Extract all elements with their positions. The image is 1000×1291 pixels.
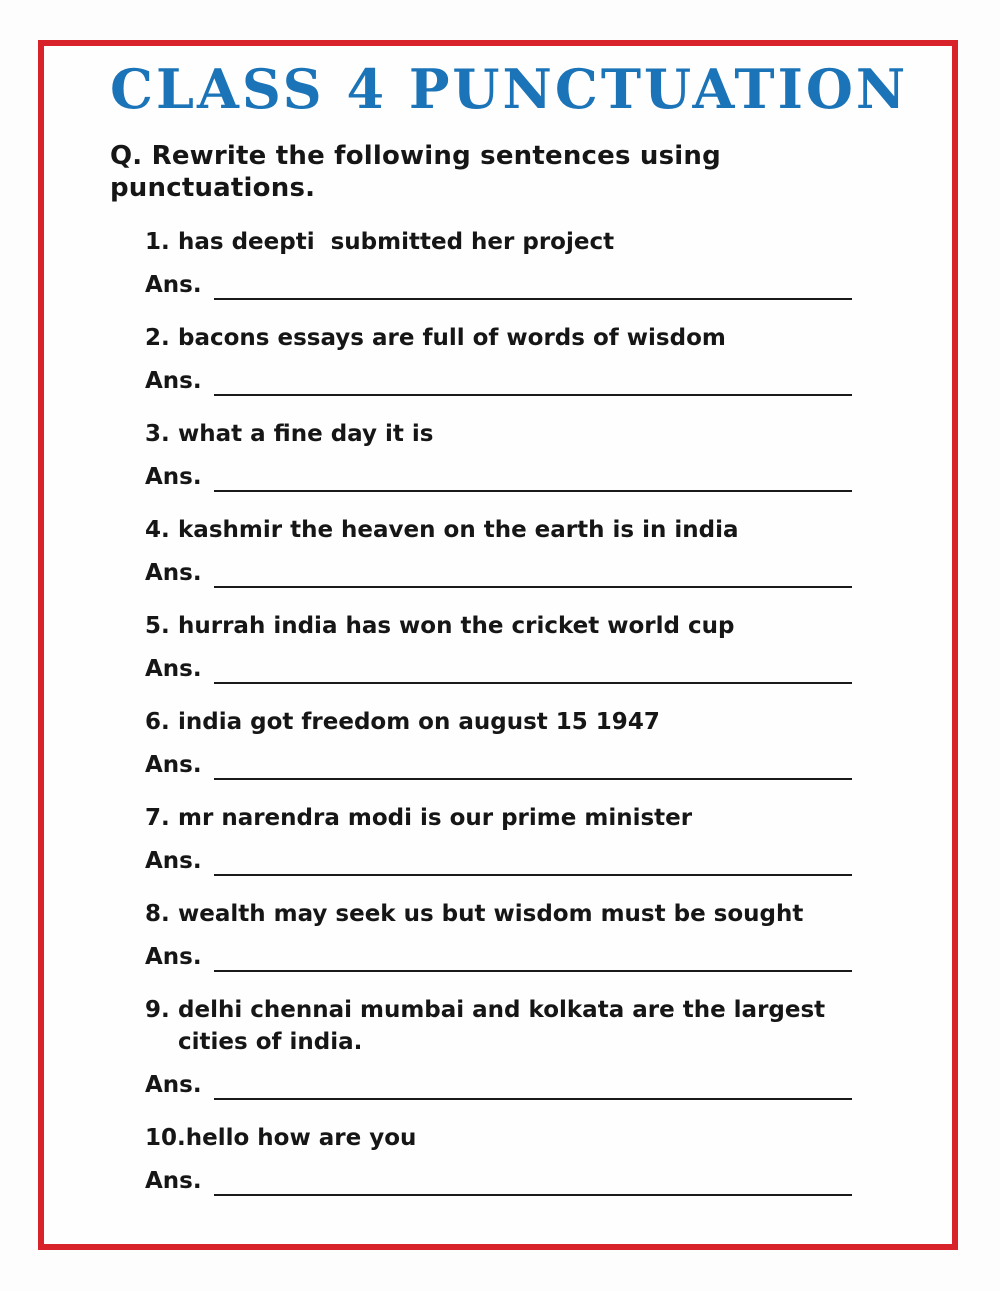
answer-row xyxy=(145,270,852,300)
worksheet-title: CLASS 4 PUNCTUATION xyxy=(110,57,909,121)
question-item xyxy=(145,706,852,780)
question-text: kashmir the heaven on the earth is in india xyxy=(178,517,739,543)
question-text: mr narendra modi is our prime minister xyxy=(178,805,693,831)
question-list xyxy=(145,226,852,1196)
question-sentence xyxy=(145,706,852,738)
question-item xyxy=(145,802,852,876)
answer-label: Ans. xyxy=(145,656,202,682)
question-item xyxy=(145,898,852,972)
question-sentence xyxy=(145,322,852,354)
question-number: 8. xyxy=(145,901,170,927)
question-text: delhi chennai mumbai and kolkata are the largest cities of india. xyxy=(178,997,834,1055)
question-item xyxy=(145,994,852,1100)
red-border-frame xyxy=(38,40,958,1250)
answer-blank-line[interactable] xyxy=(214,658,852,684)
question-item xyxy=(145,1122,852,1196)
answer-row xyxy=(145,462,852,492)
question-item xyxy=(145,226,852,300)
answer-blank-line[interactable] xyxy=(214,946,852,972)
answer-row xyxy=(145,558,852,588)
question-sentence xyxy=(145,226,852,258)
question-number: 6. xyxy=(145,709,170,735)
question-item xyxy=(145,610,852,684)
question-prompt: Q. Rewrite the following sentences using punctuations. xyxy=(110,141,721,203)
question-number: 3. xyxy=(145,421,170,447)
question-sentence xyxy=(145,898,852,930)
question-item xyxy=(145,418,852,492)
answer-blank-line[interactable] xyxy=(214,466,852,492)
question-text: hurrah india has won the cricket world cup xyxy=(178,613,735,639)
question-item xyxy=(145,514,852,588)
answer-label: Ans. xyxy=(145,752,202,778)
answer-blank-line[interactable] xyxy=(214,562,852,588)
answer-blank-line[interactable] xyxy=(214,370,852,396)
answer-label: Ans. xyxy=(145,848,202,874)
answer-blank-line[interactable] xyxy=(214,1170,852,1196)
answer-blank-line[interactable] xyxy=(214,274,852,300)
answer-blank-line[interactable] xyxy=(214,1074,852,1100)
answer-row xyxy=(145,942,852,972)
question-item xyxy=(145,322,852,396)
question-text: wealth may seek us but wisdom must be sought xyxy=(178,901,804,927)
question-sentence xyxy=(145,514,852,546)
question-number: 10. xyxy=(145,1125,186,1151)
question-text: has deepti submitted her project xyxy=(178,229,615,255)
answer-row xyxy=(145,750,852,780)
answer-row xyxy=(145,846,852,876)
answer-row xyxy=(145,654,852,684)
answer-label: Ans. xyxy=(145,560,202,586)
answer-row xyxy=(145,1070,852,1100)
answer-label: Ans. xyxy=(145,1072,202,1098)
answer-blank-line[interactable] xyxy=(214,850,852,876)
question-sentence xyxy=(145,802,852,834)
question-sentence xyxy=(145,610,852,642)
question-sentence xyxy=(145,418,852,450)
question-number: 2. xyxy=(145,325,170,351)
answer-label: Ans. xyxy=(145,1168,202,1194)
question-text: india got freedom on august 15 1947 xyxy=(178,709,660,735)
question-number: 1. xyxy=(145,229,170,255)
question-number: 4. xyxy=(145,517,170,543)
question-number: 7. xyxy=(145,805,170,831)
question-number: 5. xyxy=(145,613,170,639)
question-text: bacons essays are full of words of wisdom xyxy=(178,325,726,351)
answer-label: Ans. xyxy=(145,272,202,298)
answer-row xyxy=(145,1166,852,1196)
question-sentence xyxy=(145,1122,852,1154)
answer-label: Ans. xyxy=(145,464,202,490)
answer-label: Ans. xyxy=(145,944,202,970)
question-text: hello how are you xyxy=(185,1125,417,1151)
question-sentence xyxy=(145,994,852,1058)
question-number: 9. xyxy=(145,997,170,1023)
answer-label: Ans. xyxy=(145,368,202,394)
answer-blank-line[interactable] xyxy=(214,754,852,780)
question-text: what a fine day it is xyxy=(178,421,434,447)
answer-row xyxy=(145,366,852,396)
